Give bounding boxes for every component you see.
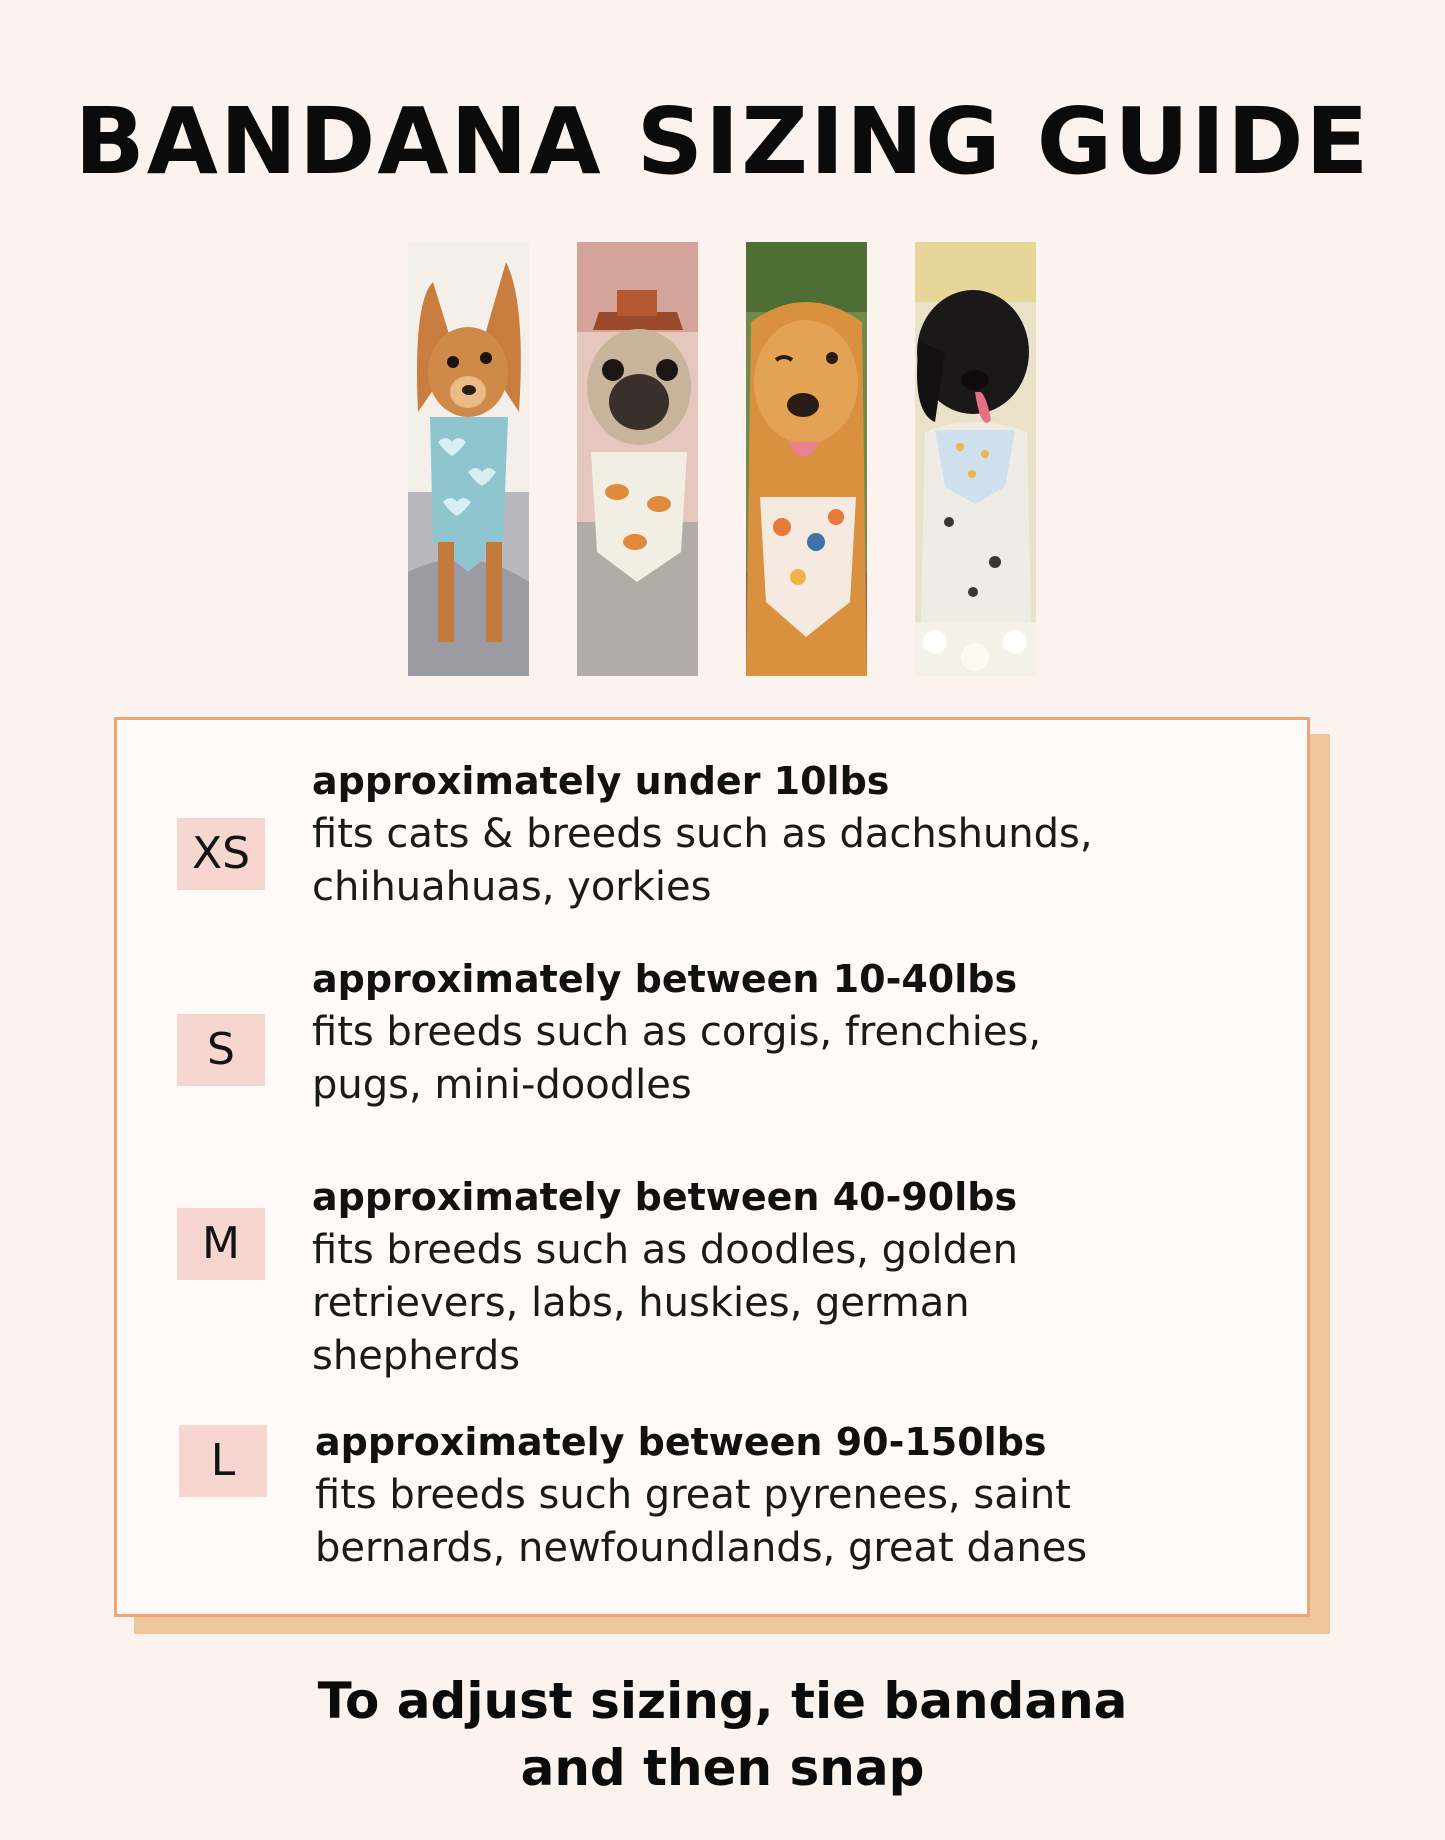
size-badge-l: L: [179, 1425, 267, 1497]
size-breed-line: fits breeds such great pyrenees, saint: [315, 1472, 1071, 1518]
size-description-xs: [312, 755, 1272, 914]
adjust-sizing-line: To adjust sizing, tie bandana: [317, 1672, 1128, 1730]
adjust-sizing-note: [0, 1668, 1445, 1802]
size-description-s: [312, 953, 1272, 1112]
size-breed-line: shepherds: [312, 1333, 521, 1379]
adjust-sizing-line: and then snap: [520, 1739, 925, 1797]
size-weight-heading: approximately between 40-90lbs: [312, 1175, 1018, 1219]
size-breed-line: fits breeds such as doodles, golden: [312, 1227, 1018, 1273]
size-breed-line: fits cats & breeds such as dachshunds,: [312, 811, 1093, 857]
size-breed-line: chihuahuas, yorkies: [312, 864, 712, 910]
size-breed-line: bernards, newfoundlands, great danes: [315, 1525, 1088, 1571]
dog-photo-strip: [408, 242, 1038, 676]
pug-photo: [577, 242, 698, 676]
golden-retriever-photo: [746, 242, 867, 676]
dog-photo-icon: [408, 242, 529, 676]
dog-photo-icon: [746, 242, 867, 676]
size-badge-s: S: [177, 1014, 265, 1086]
size-breed-line: retrievers, labs, huskies, german: [312, 1280, 970, 1326]
size-breed-line: fits breeds such as corgis, frenchies,: [312, 1009, 1042, 1055]
size-badge-m: M: [177, 1208, 265, 1280]
size-weight-heading: approximately between 10-40lbs: [312, 957, 1018, 1001]
size-badge-xs: XS: [177, 818, 265, 890]
dog-photo-icon: [577, 242, 698, 676]
page-title: BANDANA SIZING GUIDE: [74, 88, 1371, 195]
size-breed-line: pugs, mini-doodles: [312, 1062, 692, 1108]
sizing-card: [114, 717, 1310, 1617]
dog-photo-icon: [915, 242, 1036, 676]
size-description-l: [315, 1416, 1275, 1575]
size-weight-heading: approximately between 90-150lbs: [315, 1420, 1047, 1464]
size-description-m: [312, 1171, 1272, 1383]
size-weight-heading: approximately under 10lbs: [312, 759, 890, 803]
newfoundland-photo: [915, 242, 1036, 676]
chihuahua-photo: [408, 242, 529, 676]
